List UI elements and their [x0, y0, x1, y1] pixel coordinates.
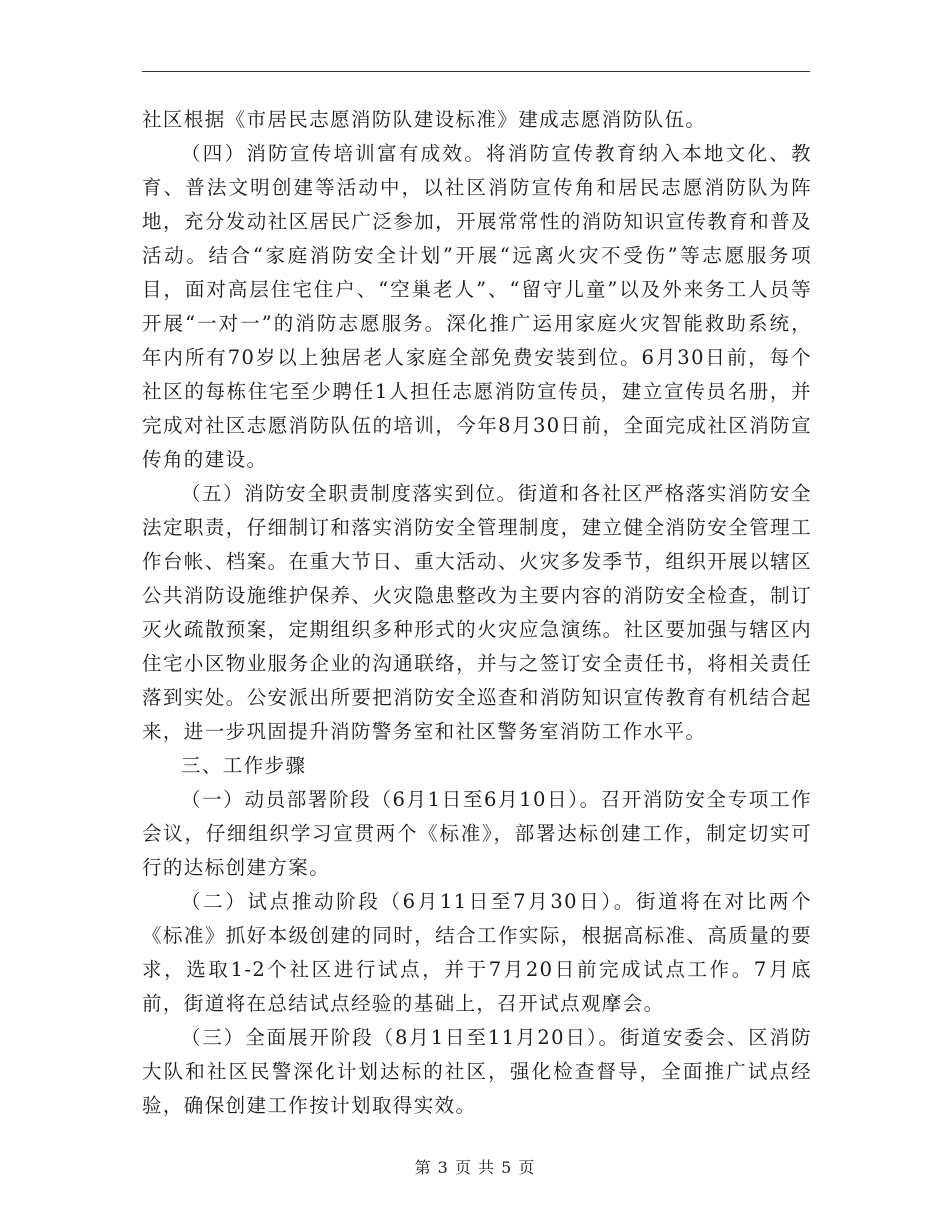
paragraph-step-2: （二）试点推动阶段（6月11日至7月30日）。街道将在对比两个《标准》抓好本级创建的同时，结合工作实际，根据高标准、高质量的要求，选取1-2个社区进行试点，并于7月20日前完成试点工作。7月底前，街道将在总结试点经验的基础上，召开试点观摩会。: [142, 890, 812, 1015]
paragraph-section-5: （五）消防安全职责制度落实到位。街道和各社区严格落实消防安全法定职责，仔细制订和落实消防安全管理制度，建立健全消防安全管理工作台帐、档案。在重大节日、重大活动、火灾多发季节，组织开展以辖区公共消防设施维护保养、火灾隐患整改为主要内容的消防安全检查，制订灭火疏散预案，定期组织多种形式的火灾应急演练。社区要加强与辖区内住宅小区物业服务企业的沟通联络，并与之签订安全责任书，将相关责任落到实处。公安派出所要把消防安全巡查和消防知识宣传教育有机结合起来，进一步巩固提升消防警务室和社区警务室消防工作水平。: [142, 482, 812, 743]
header-rule: [142, 71, 810, 72]
paragraph-step-3: （三）全面展开阶段（8月1日至11月20日）。街道安委会、区消防大队和社区民警深化计划达标的社区，强化检查督导，全面推广试点经验，确保创建工作按计划取得实效。: [142, 1026, 812, 1117]
paragraph-section-4: （四）消防宣传培训富有成效。将消防宣传教育纳入本地文化、教育、普法文明创建等活动中，以社区消防宣传角和居民志愿消防队为阵地，充分发动社区居民广泛参加，开展常常性的消防知识宣传教育和普及活动。结合“家庭消防安全计划”开展“远离火灾不受伤”等志愿服务项目，面对高层住宅住户、“空巢老人”、“留守儿童”以及外来务工人员等开展“一对一”的消防志愿服务。深化推广运用家庭火灾智能救助系统，年内所有70岁以上独居老人家庭全部免费安装到位。6月30日前，每个社区的每栋住宅至少聘任1人担任志愿消防宣传员，建立宣传员名册，并完成对社区志愿消防队伍的培训，今年8月30日前，全面完成社区消防宣传角的建设。: [142, 142, 812, 471]
paragraph-step-1: （一）动员部署阶段（6月1日至6月10日）。召开消防安全专项工作会议，仔细组织学习宣贯两个《标准》，部署达标创建工作，制定切实可行的达标创建方案。: [142, 788, 812, 879]
page-number-footer: 第 3 页 共 5 页: [414, 1158, 536, 1177]
heading-work-steps: 三、工作步骤: [181, 754, 307, 777]
paragraph-community-standard: 社区根据《市居民志愿消防队建设标准》建成志愿消防队伍。: [142, 108, 707, 131]
document-body: [142, 103, 812, 1123]
